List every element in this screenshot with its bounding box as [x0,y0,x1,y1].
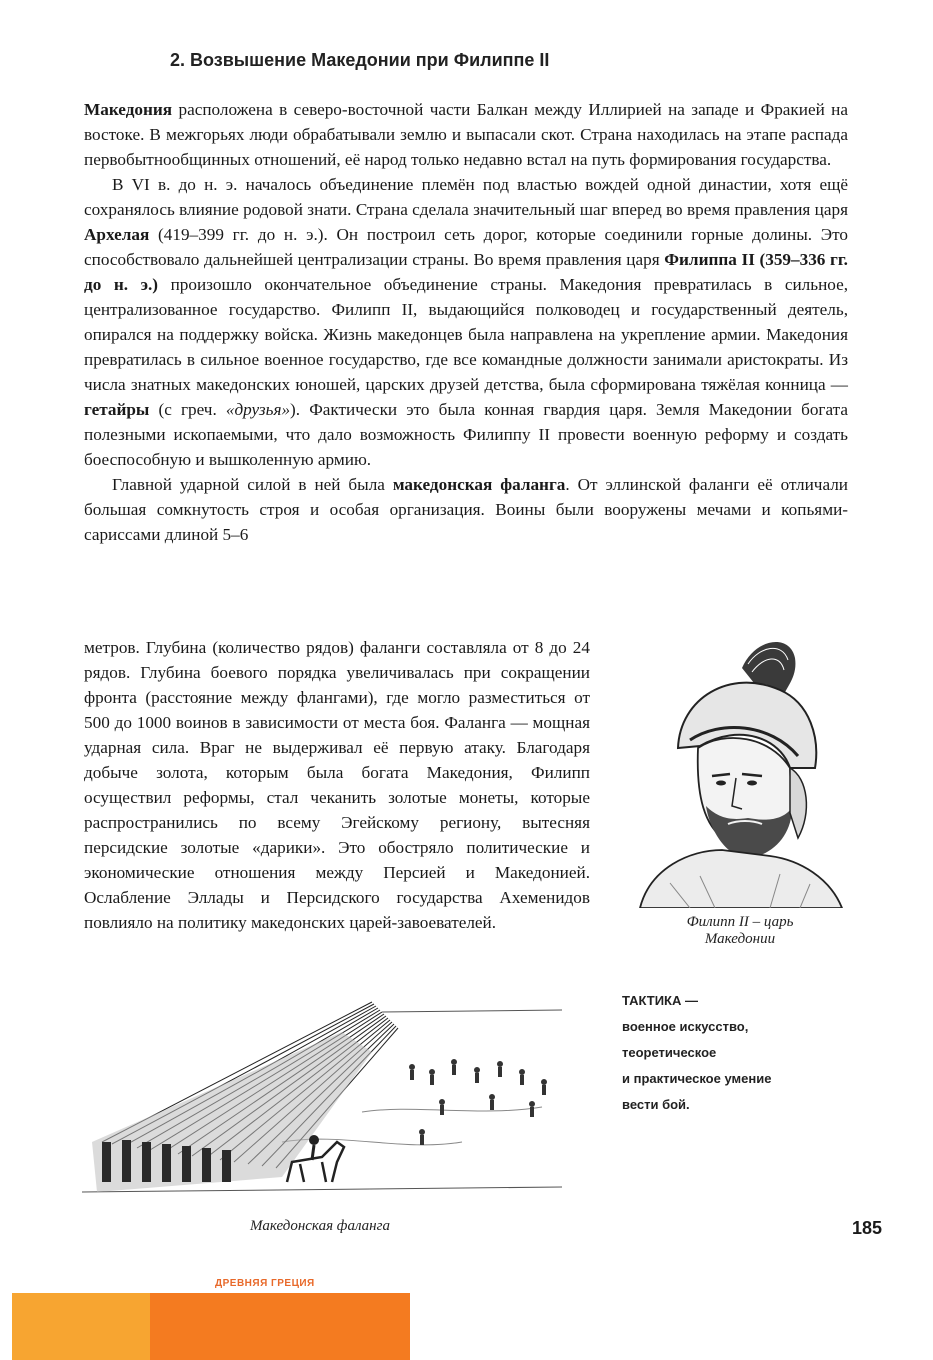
footer-bar-accent [150,1293,410,1360]
paragraph-phalanx-continued: метров. Глубина (количество рядов) фаланги составляла от 8 до 24 рядов. Глубина боевого порядка увеличивалась при сокращении фронта (расстояние между флангами), где могло разместиться от 500 до 1000 воинов в зависимости от места боя. Фаланга — мощная ударная сила. Враг не выдерживал её первую атаку. Благодаря добыче золота, которым была богата Македония, Филипп осуществил реформы, стал чеканить золотые монеты, которые распространились по всему Эгейскому региону, вытесняя персидские золотые «дарики». Это обостряло политические и экономические отношения между Персией и Македонией. Ослабление Эллады и Персидского государства Ахеменидов повлияло на политику македонских царей-завоевателей. [84,638,590,932]
portrait-caption: Филипп II – царь Македонии [686,914,794,947]
term-definition-box: ТАКТИКА — военное искусство, теоретическое и практическое умение вести бой. [622,988,842,1118]
phalanx-illustration [82,992,562,1212]
paragraph-macedonia: Македония расположена в северо-восточной части Балкан между Иллирией на западе и Фракией на востоке. В межгорьях люди обрабатывали землю и выпасали скот. Страна находилась на этапе распада первобытнообщинных отношений, её народ только недавно встал на путь формирования государства. [84,100,848,169]
main-text-lower [84,635,590,935]
page-number: 185 [852,1218,883,1238]
footer-section-label: ДРЕВНЯЯ ГРЕЦИЯ [215,1278,315,1289]
term-title: ТАКТИКА — [622,993,698,1008]
main-text-upper [84,97,848,547]
paragraph-phalanx: Главной ударной силой в ней была македонская фаланга. От эллинской фаланги её отличали большая сомкнутость строя и особая организация. Воины были вооружены мечами и копьями-сариссами длиной 5–6 [84,475,849,544]
section-title: 2. Возвышение Македонии при Филиппе II [170,50,550,70]
phalanx-caption: Македонская фаланга [250,1218,390,1234]
philip-portrait-illustration [630,628,845,908]
paragraph-unification: В VI в. до н. э. началось объединение племён под властью вождей одной династии, хотя ещё сохранялось влияние родовой знати. Страна сделала значительный шаг вперед во время правления царя Архелая (419–399 гг. до н. э.). Он построил сеть дорог, которые соединили горные долины. Это способствовало дальнейшей централизации страны. Во время правления царя Филиппа II (359–336 гг. до н. э.) произошло окончательное объединение страны. Македония превратилась в сильное, централизованное государство. Филипп II, выдающийся полководец и государственный деятель, опирался на поддержку войска. Жизнь македонцев была направлена на укрепление армии. Македония превратилась в сильное военное государство, где все командные должности занимали аристократы. Из числа знатных македонских юношей, царских друзей детства, была сформирована тяжёлая конница — гетайры (с греч. «друзья»). Фактически это была конная гвардия царя. Земля Македонии богата полезными ископаемыми, что дало возможность Филиппу II провести военную реформу и создать боеспособную и вышколенную армию. [84,175,848,469]
